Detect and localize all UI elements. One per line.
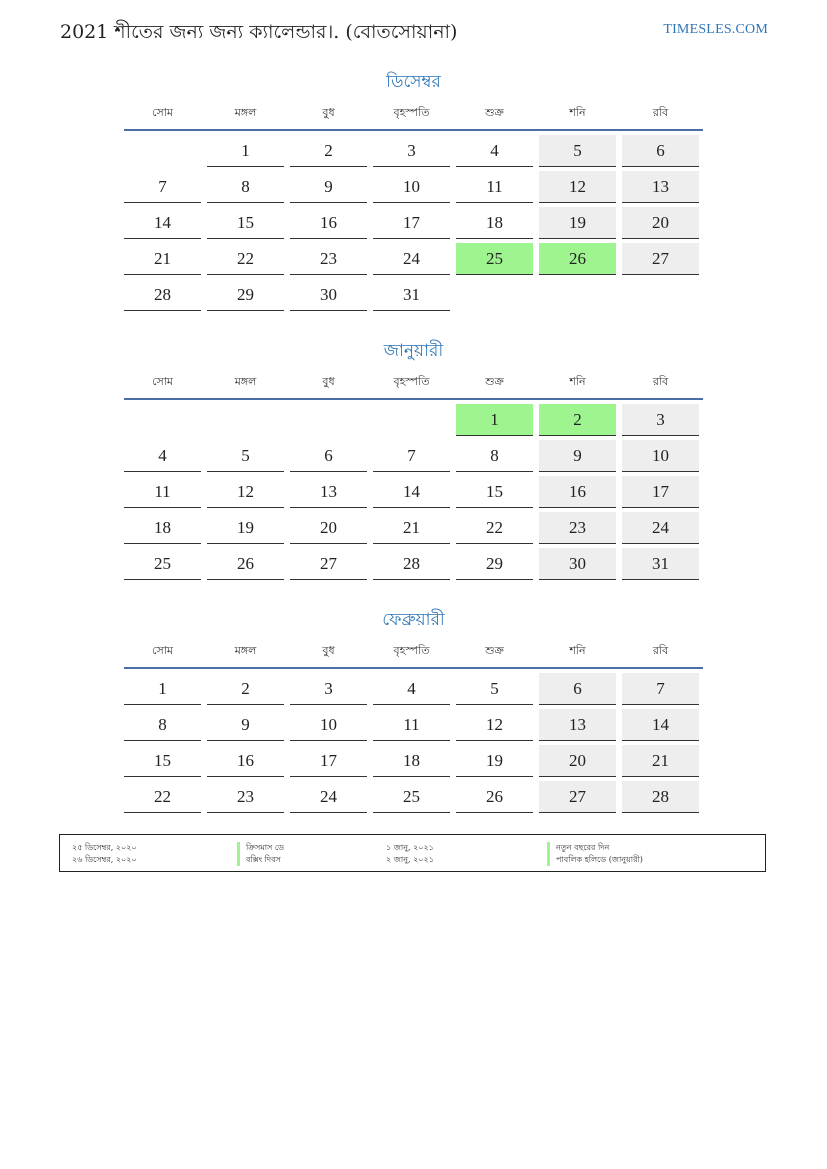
day-cell: 27 [290, 548, 367, 580]
day-cell: 25 [124, 548, 201, 580]
day-cell: 21 [373, 512, 450, 544]
weekday-label: বুধ [322, 106, 335, 119]
day-cell: 19 [207, 512, 284, 544]
weekday-header [124, 640, 703, 662]
week-row [124, 476, 703, 508]
legend-date: ২ জানু, ২০২১ [386, 855, 434, 864]
day-cell: 5 [207, 440, 284, 472]
weekday-label: বুধ [322, 644, 335, 657]
day-cell: 20 [539, 745, 616, 777]
weekday-header [124, 102, 703, 124]
day-cell: 18 [124, 512, 201, 544]
legend-holiday-name: পাবলিক হলিডে (জানুয়ারী) [547, 854, 643, 866]
day-cell: 16 [290, 207, 367, 239]
day-cell: 12 [539, 171, 616, 203]
week-row [124, 781, 703, 813]
weekday-label: শুক্র [485, 644, 504, 657]
day-cell [539, 279, 616, 310]
week-row [124, 171, 703, 203]
day-cell: 5 [539, 135, 616, 167]
day-cell: 10 [622, 440, 699, 472]
day-cell: 7 [622, 673, 699, 705]
weekday-label: শুক্র [485, 106, 504, 119]
weekday-label: মঙ্গল [234, 375, 257, 388]
day-cell: 29 [207, 279, 284, 311]
day-cell: 30 [539, 548, 616, 580]
page-title: 2021 শীতের জন্য জন্য ক্যালেন্ডার।. (বোতসোয়ানা) [60, 21, 458, 43]
week-row [124, 404, 703, 436]
day-cell: 16 [539, 476, 616, 508]
day-cell: 9 [207, 709, 284, 741]
weekday-label: সোম [151, 375, 174, 388]
day-cell: 1 [456, 404, 533, 436]
weekday-label: মঙ্গল [234, 106, 257, 119]
day-cell: 5 [456, 673, 533, 705]
day-cell: 18 [373, 745, 450, 777]
day-cell: 27 [622, 243, 699, 275]
day-cell: 4 [456, 135, 533, 167]
day-cell: 11 [373, 709, 450, 741]
weekday-label: বুধ [322, 375, 335, 388]
month-title: জানুয়ারী [383, 341, 444, 361]
week-row [124, 745, 703, 777]
weekday-label: শনি [569, 644, 586, 657]
day-cell [124, 135, 201, 166]
header-divider [124, 398, 703, 400]
week-row [124, 548, 703, 580]
week-row [124, 673, 703, 705]
day-cell: 12 [456, 709, 533, 741]
month-title: ফেব্রুয়ারী [382, 610, 445, 630]
day-cell [373, 404, 450, 435]
day-cell: 12 [207, 476, 284, 508]
day-cell: 26 [207, 548, 284, 580]
day-cell: 13 [539, 709, 616, 741]
day-cell: 27 [539, 781, 616, 813]
day-cell: 9 [290, 171, 367, 203]
day-cell: 10 [290, 709, 367, 741]
day-cell: 10 [373, 171, 450, 203]
day-cell: 31 [373, 279, 450, 311]
day-cell: 17 [373, 207, 450, 239]
day-cell: 26 [539, 243, 616, 275]
day-cell: 6 [622, 135, 699, 167]
week-row [124, 440, 703, 472]
day-cell: 28 [373, 548, 450, 580]
day-cell [622, 279, 699, 310]
day-cell: 17 [290, 745, 367, 777]
day-cell: 24 [373, 243, 450, 275]
day-cell: 20 [622, 207, 699, 239]
week-row [124, 709, 703, 741]
day-cell [207, 404, 284, 435]
day-cell [124, 404, 201, 435]
weekday-label: রবি [652, 644, 669, 657]
day-cell: 6 [290, 440, 367, 472]
day-cell: 4 [373, 673, 450, 705]
header-divider [124, 667, 703, 669]
weekday-label: সোম [151, 644, 174, 657]
day-cell: 28 [622, 781, 699, 813]
week-row [124, 279, 703, 311]
weekday-label: বৃহস্পতি [393, 375, 430, 388]
day-cell: 19 [456, 745, 533, 777]
day-cell: 14 [124, 207, 201, 239]
day-cell: 14 [373, 476, 450, 508]
day-cell: 1 [124, 673, 201, 705]
day-cell: 15 [124, 745, 201, 777]
weekday-label: শনি [569, 106, 586, 119]
month-calendar [124, 608, 703, 817]
day-cell: 17 [622, 476, 699, 508]
day-cell: 14 [622, 709, 699, 741]
day-cell: 30 [290, 279, 367, 311]
site-link[interactable]: TIMESLES.COM [663, 22, 768, 37]
day-cell: 31 [622, 548, 699, 580]
day-cell: 7 [373, 440, 450, 472]
month-title: ডিসেম্বর [386, 72, 441, 92]
legend-holiday-name: ক্রিসমাস ডে [237, 842, 284, 854]
weeks-grid [124, 404, 703, 580]
week-row [124, 243, 703, 275]
legend-holiday-name: বক্সিং দিবস [237, 854, 281, 866]
day-cell: 9 [539, 440, 616, 472]
weekday-label: বৃহস্পতি [393, 644, 430, 657]
day-cell: 25 [373, 781, 450, 813]
weekday-label: শনি [569, 375, 586, 388]
day-cell: 4 [124, 440, 201, 472]
day-cell [290, 404, 367, 435]
day-cell: 18 [456, 207, 533, 239]
day-cell: 21 [622, 745, 699, 777]
day-cell: 13 [290, 476, 367, 508]
day-cell [456, 279, 533, 310]
weekday-label: রবি [652, 375, 669, 388]
day-cell: 3 [622, 404, 699, 436]
header-divider [124, 129, 703, 131]
day-cell: 6 [539, 673, 616, 705]
day-cell: 23 [207, 781, 284, 813]
day-cell: 20 [290, 512, 367, 544]
day-cell: 21 [124, 243, 201, 275]
day-cell: 22 [124, 781, 201, 813]
day-cell: 24 [290, 781, 367, 813]
legend-holiday-name: নতুন বছরের দিন [547, 842, 609, 854]
day-cell: 22 [207, 243, 284, 275]
weekday-label: মঙ্গল [234, 644, 257, 657]
day-cell: 1 [207, 135, 284, 167]
day-cell: 22 [456, 512, 533, 544]
weeks-grid [124, 135, 703, 311]
day-cell: 8 [124, 709, 201, 741]
day-cell: 8 [207, 171, 284, 203]
month-calendar [124, 70, 703, 315]
week-row [124, 512, 703, 544]
day-cell: 8 [456, 440, 533, 472]
day-cell: 29 [456, 548, 533, 580]
day-cell: 2 [539, 404, 616, 436]
week-row [124, 135, 703, 167]
day-cell: 2 [290, 135, 367, 167]
day-cell: 28 [124, 279, 201, 311]
weekday-label: বৃহস্পতি [393, 106, 430, 119]
day-cell: 7 [124, 171, 201, 203]
legend-date: ২৫ ডিসেম্বর, ২০২০ [72, 843, 137, 852]
weekday-header [124, 371, 703, 393]
day-cell: 2 [207, 673, 284, 705]
day-cell: 13 [622, 171, 699, 203]
day-cell: 25 [456, 243, 533, 275]
day-cell: 26 [456, 781, 533, 813]
day-cell: 11 [124, 476, 201, 508]
day-cell: 23 [290, 243, 367, 275]
weekday-label: রবি [652, 106, 669, 119]
legend-date: ২৬ ডিসেম্বর, ২০২০ [72, 855, 137, 864]
day-cell: 16 [207, 745, 284, 777]
weeks-grid [124, 673, 703, 813]
day-cell: 23 [539, 512, 616, 544]
weekday-label: শুক্র [485, 375, 504, 388]
week-row [124, 207, 703, 239]
day-cell: 3 [290, 673, 367, 705]
day-cell: 15 [456, 476, 533, 508]
day-cell: 24 [622, 512, 699, 544]
weekday-label: সোম [151, 106, 174, 119]
month-calendar [124, 339, 703, 584]
legend-date: ১ জানু, ২০২১ [386, 843, 434, 852]
day-cell: 19 [539, 207, 616, 239]
holiday-legend [59, 834, 766, 872]
day-cell: 15 [207, 207, 284, 239]
day-cell: 3 [373, 135, 450, 167]
day-cell: 11 [456, 171, 533, 203]
